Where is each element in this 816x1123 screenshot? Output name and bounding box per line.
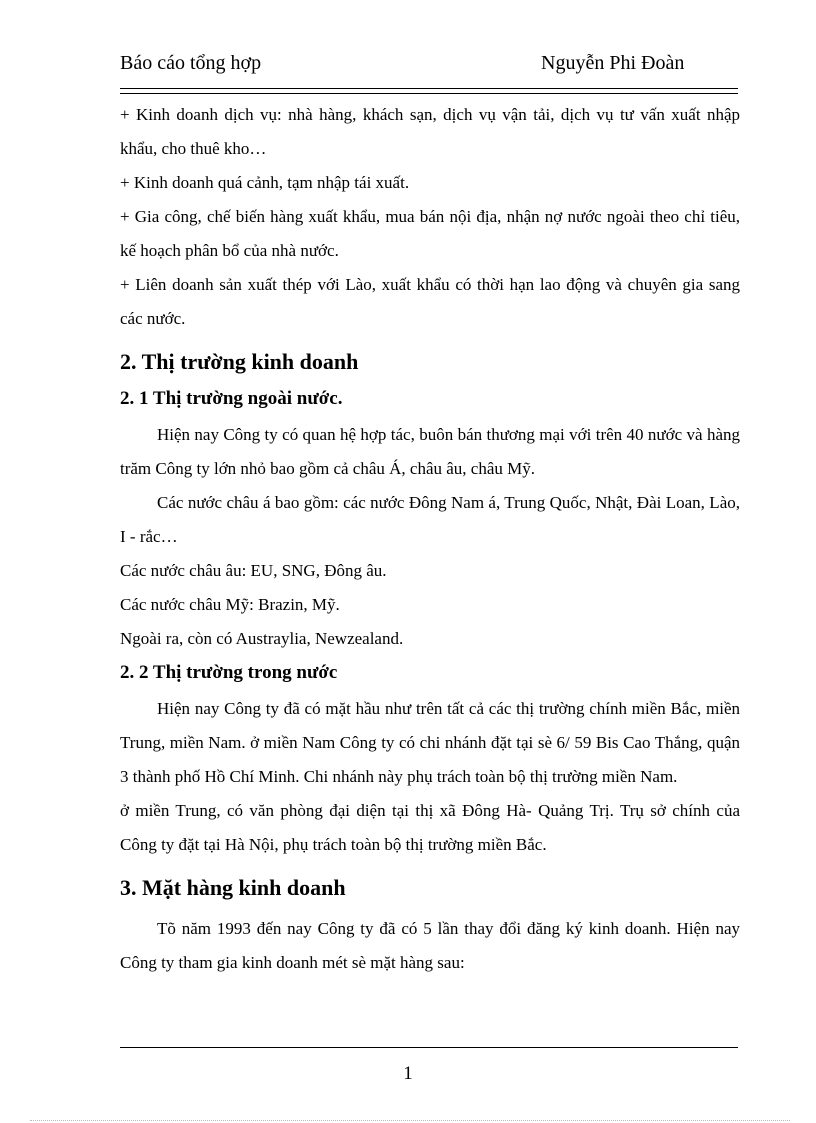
paragraph: Hiện nay Công ty có quan hệ hợp tác, buôn bán thương mại với trên 40 nước và hàng trăm Công ty lớn nhỏ bao gồm cả châu Á, châu âu, châu Mỹ.: [120, 425, 740, 478]
paragraph: Các nước châu Mỹ: Brazin, Mỹ.: [120, 595, 340, 614]
page-header: [120, 52, 738, 82]
subsection-heading-foreign: 2. 1 Thị trường ngoài nước.: [120, 388, 343, 409]
paragraph: ở miền Trung, có văn phòng đại diện tại thị xã Đông Hà- Quảng Trị. Trụ sở chính của Công ty đặt tại Hà Nội, phụ trách toàn bộ thị trường miền Bắc.: [120, 801, 740, 854]
paragraph: Các nước châu á bao gồm: các nước Đông Nam á, Trung Quốc, Nhật, Đài Loan, Lào, I - rắc…: [120, 493, 740, 546]
footer-divider: [120, 1047, 738, 1048]
paragraph: Các nước châu âu: EU, SNG, Đông âu.: [120, 561, 387, 580]
paragraph: Ngoài ra, còn có Austraylia, Newzealand.: [120, 629, 404, 648]
header-author: Nguyễn Phi Đoàn: [541, 52, 685, 74]
document-body: [120, 98, 740, 980]
section-heading-market: 2. Thị trường kinh doanh: [120, 349, 359, 374]
paragraph: + Kinh doanh dịch vụ: nhà hàng, khách sạn, dịch vụ vận tải, dịch vụ tư vấn xuất nhập khẩu, cho thuê kho…: [120, 105, 740, 158]
paragraph: + Gia công, chế biến hàng xuất khẩu, mua bán nội địa, nhận nợ nước ngoài theo chỉ tiêu, kế hoạch phân bổ của nhà nước.: [120, 207, 740, 260]
paragraph: Hiện nay Công ty đã có mặt hầu như trên tất cả các thị trường chính miền Bắc, miền Trung, miền Nam. ở miền Nam Công ty có chi nhánh đặt tại sè 6/ 59 Bis Cao Thắng, quận 3 thành phố Hồ Chí Minh. Chi nhánh này phụ trách toàn bộ thị trường miền Nam.: [120, 699, 740, 786]
page-number: 1: [403, 1063, 413, 1084]
paragraph: + Kinh doanh quá cảnh, tạm nhập tái xuất.: [120, 173, 410, 192]
header-divider: [120, 88, 738, 94]
subsection-heading-domestic: 2. 2 Thị trường trong nước: [120, 662, 338, 683]
header-report-title: Báo cáo tổng hợp: [120, 52, 262, 74]
paragraph: + Liên doanh sản xuất thép với Lào, xuất khẩu có thời hạn lao động và chuyên gia sang các nước.: [120, 275, 740, 328]
section-heading-products: 3. Mặt hàng kinh doanh: [120, 875, 346, 900]
paragraph: Tõ năm 1993 đến nay Công ty đã có 5 lần thay đổi đăng ký kinh doanh. Hiện nay Công ty tham gia kinh doanh mét sè mặt hàng sau:: [120, 919, 740, 972]
page-edge-dotted-line: [30, 1120, 790, 1121]
